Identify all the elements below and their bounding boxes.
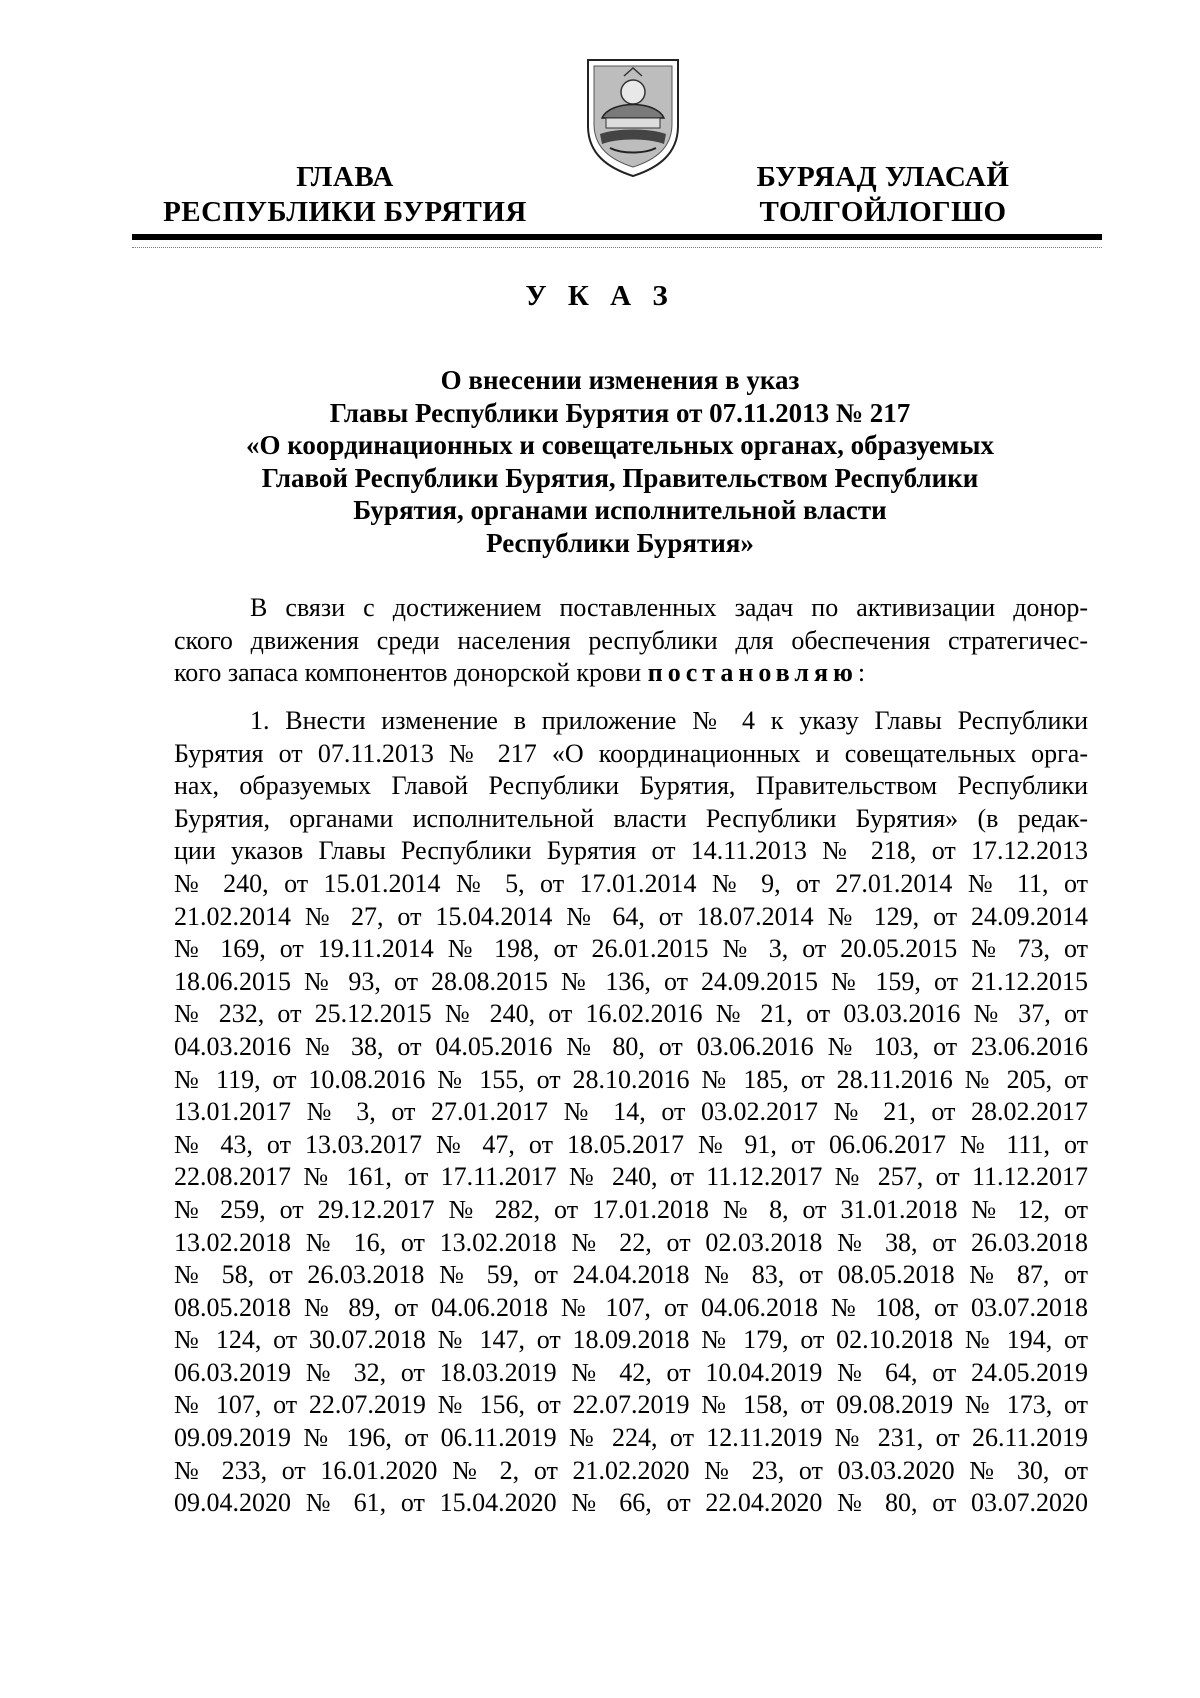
text-line: № 232, от 25.12.2015 № 240, от 16.02.2016 № 21, от 03.03.2016 № 37, от bbox=[174, 999, 1088, 1029]
decree-word-postanovlyayu: постановляю bbox=[647, 658, 858, 688]
issuer-title-line: ТОЛГОЙЛОГШО bbox=[759, 196, 1007, 228]
preamble-text: кого запаса компонентов донорской крови bbox=[174, 658, 648, 688]
subject-line: Главы Республики Бурятия от 07.11.2013 № 217 bbox=[329, 397, 911, 428]
text-line: Бурятия от 07.11.2013 № 217 «О координационных и совещательных орга- bbox=[174, 738, 1088, 768]
subject-line: Главой Республики Бурятия, Правительством Республики bbox=[261, 462, 979, 493]
subject-line: Республики Бурятия» bbox=[486, 527, 754, 558]
text-line: 06.03.2019 № 32, от 18.03.2019 № 42, от 10.04.2019 № 64, от 24.05.2019 bbox=[174, 1357, 1088, 1387]
text-line: 13.01.2017 № 3, от 27.01.2017 № 14, от 03.02.2017 № 21, от 28.02.2017 bbox=[174, 1097, 1088, 1127]
text-line: 09.09.2019 № 196, от 06.11.2019 № 224, от 12.11.2019 № 231, от 26.11.2019 bbox=[174, 1423, 1088, 1453]
header-divider-thin bbox=[132, 247, 1102, 248]
subject-line: Бурятия, органами исполнительной власти bbox=[353, 495, 887, 525]
preamble-colon: : bbox=[857, 658, 866, 688]
text-line: № 259, от 29.12.2017 № 282, от 17.01.2018 № 8, от 31.01.2018 № 12, от bbox=[174, 1194, 1088, 1224]
text-line bbox=[174, 657, 1088, 690]
text-line: 22.08.2017 № 161, от 17.11.2017 № 240, от 11.12.2017 № 257, от 11.12.2017 bbox=[174, 1162, 1088, 1192]
preamble-paragraph bbox=[174, 592, 1088, 690]
text-line: № 240, от 15.01.2014 № 5, от 17.01.2014 № 9, от 27.01.2014 № 11, от bbox=[174, 868, 1088, 898]
text-line: 08.05.2018 № 89, от 04.06.2018 № 107, от 04.06.2018 № 108, от 03.07.2018 bbox=[174, 1292, 1088, 1322]
header-divider-thick bbox=[132, 234, 1102, 240]
text-line: Бурятия, органами исполнительной власти Республики Бурятия» (в редак- bbox=[174, 803, 1088, 833]
subject-line: «О координационных и совещательных органах, образуемых bbox=[245, 430, 995, 460]
issuer-title-line: ГЛАВА bbox=[296, 161, 394, 193]
text-line: № 119, от 10.08.2016 № 155, от 28.10.2016 № 185, от 28.11.2016 № 205, от bbox=[174, 1064, 1088, 1094]
text-line: № 124, от 30.07.2018 № 147, от 18.09.2018 № 179, от 02.10.2018 № 194, от bbox=[174, 1325, 1088, 1355]
text-line: нах, образуемых Главой Республики Бурятия, Правительством Республики bbox=[174, 771, 1088, 801]
text-line: В связи с достижением поставленных задач по активизации донор- bbox=[250, 593, 1088, 622]
text-line: № 43, от 13.03.2017 № 47, от 18.05.2017 № 91, от 06.06.2017 № 111, от bbox=[174, 1129, 1088, 1159]
coat-of-arms-emblem bbox=[580, 56, 686, 178]
text-line: № 233, от 16.01.2020 № 2, от 21.02.2020 № 23, от 03.03.2020 № 30, от bbox=[174, 1455, 1088, 1485]
text-line: 1. Внести изменение в приложение № 4 к указу Главы Республики bbox=[250, 706, 1088, 735]
decree-subject bbox=[150, 364, 1090, 559]
text-line: № 169, от 19.11.2014 № 198, от 26.01.2015 № 3, от 20.05.2015 № 73, от bbox=[174, 934, 1088, 964]
text-line: № 58, от 26.03.2018 № 59, от 24.04.2018 № 83, от 08.05.2018 № 87, от bbox=[174, 1260, 1088, 1290]
issuer-title-russian bbox=[150, 160, 540, 230]
issuer-title-line: БУРЯАД УЛАСАЙ bbox=[756, 161, 1010, 193]
text-line: ции указов Главы Республики Бурятия от 14.11.2013 № 218, от 17.12.2013 bbox=[174, 836, 1088, 866]
issuer-title-line: РЕСПУБЛИКИ БУРЯТИЯ bbox=[163, 196, 527, 228]
document-type-heading: У К А З bbox=[525, 280, 675, 312]
text-line: № 107, от 22.07.2019 № 156, от 22.07.2019 № 158, от 09.08.2019 № 173, от bbox=[174, 1390, 1088, 1420]
text-line: 18.06.2015 № 93, от 28.08.2015 № 136, от 24.09.2015 № 159, от 21.12.2015 bbox=[174, 966, 1088, 996]
issuer-title-buryat bbox=[718, 160, 1048, 230]
subject-line: О внесении изменения в указ bbox=[440, 365, 800, 395]
text-line: 13.02.2018 № 16, от 13.02.2018 № 22, от 02.03.2018 № 38, от 26.03.2018 bbox=[174, 1227, 1088, 1257]
text-line: ского движения среди населения республики для обеспечения стратегичес- bbox=[174, 625, 1088, 655]
text-line: 21.02.2014 № 27, от 15.04.2014 № 64, от 18.07.2014 № 129, от 24.09.2014 bbox=[174, 901, 1088, 931]
text-line: 09.04.2020 № 61, от 15.04.2020 № 66, от 22.04.2020 № 80, от 03.07.2020 bbox=[174, 1488, 1088, 1518]
item-1-paragraph bbox=[174, 705, 1088, 1520]
text-line: 04.03.2016 № 38, от 04.05.2016 № 80, от 03.06.2016 № 103, от 23.06.2016 bbox=[174, 1031, 1088, 1061]
